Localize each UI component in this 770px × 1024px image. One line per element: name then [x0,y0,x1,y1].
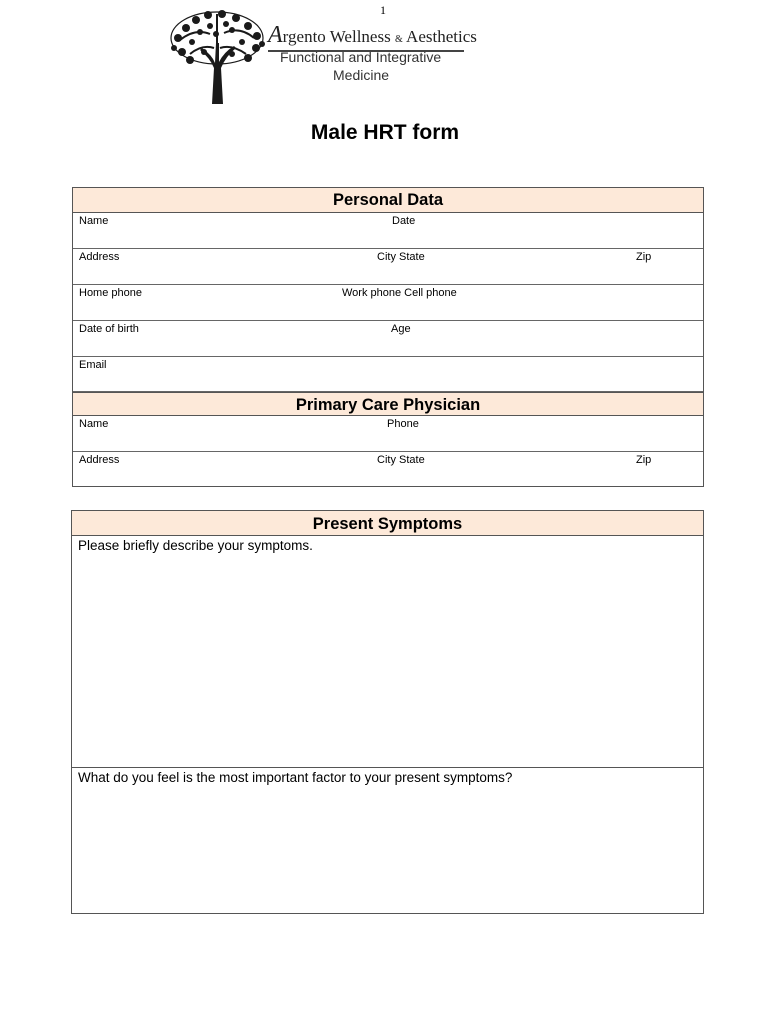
address-row[interactable] [73,249,703,285]
email-label: Email [79,359,107,371]
age-label: Age [391,323,411,335]
form-title: Male HRT form [310,121,460,144]
important-factor-prompt: What do you feel is the most important factor to your present symptoms? [78,770,513,785]
symptoms-description-field[interactable] [72,536,703,768]
zip-label: Zip [636,251,652,263]
dob-age-row[interactable] [73,321,703,357]
important-factor-field[interactable] [72,768,703,911]
name-date-row[interactable] [73,213,703,249]
work-cell-phone-label: Work phone Cell phone [342,287,457,299]
city-state-label: City State [377,251,425,263]
physician-name-row[interactable] [73,416,703,452]
tree-icon [160,8,270,104]
page-number: 1 [380,3,386,17]
email-row[interactable] [73,357,703,392]
personal-data-heading: Personal Data [73,188,703,213]
brand-name: Argento Wellness & Aesthetics [268,22,477,48]
home-phone-label: Home phone [79,287,142,299]
logo [150,8,477,104]
symptoms-description-prompt: Please briefly describe your symptoms. [78,538,313,553]
physician-city-label: City State [377,454,425,466]
symptoms-section [71,510,704,914]
phone-row[interactable] [73,285,703,321]
date-label: Date [392,215,416,227]
name-label: Name [79,215,109,227]
physician-zip-label: Zip [636,454,652,466]
physician-heading: Primary Care Physician [73,392,703,416]
physician-name-label: Name [79,418,109,430]
physician-phone-label: Phone [387,418,419,430]
personal-data-section [72,187,704,487]
brand-tagline-1: Functional and Integrative [280,49,442,65]
brand-tagline-2: Medicine [333,67,390,83]
dob-label: Date of birth [79,323,139,335]
address-label: Address [79,251,120,263]
physician-address-row[interactable] [73,452,703,488]
symptoms-heading: Present Symptoms [72,511,703,536]
physician-address-label: Address [79,454,120,466]
